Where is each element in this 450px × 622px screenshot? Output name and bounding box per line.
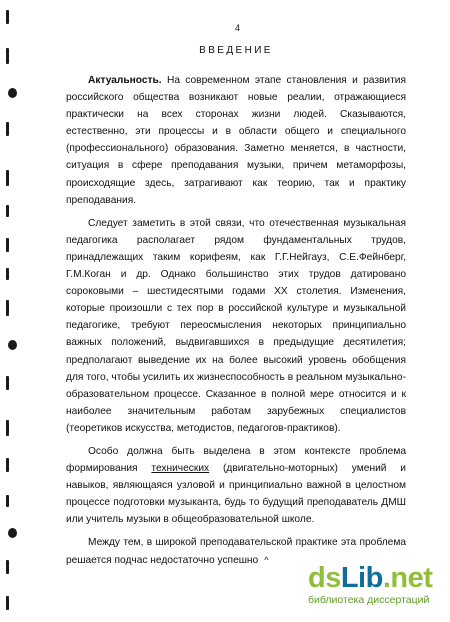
binding-mark xyxy=(6,170,9,186)
binding-mark xyxy=(6,205,9,217)
binding-mark xyxy=(6,10,9,24)
document-body xyxy=(66,72,406,575)
binding-mark xyxy=(6,268,9,280)
binding-mark xyxy=(6,495,9,507)
binding-hole xyxy=(8,88,17,98)
practice-text: Между тем, в широкой преподавательской практике эта проблема решается подчас недостаточно успешно xyxy=(66,537,406,566)
paragraph-relevance xyxy=(66,72,406,209)
binding-hole xyxy=(8,528,17,538)
binding-mark xyxy=(6,48,9,64)
binding-mark xyxy=(6,376,9,390)
page-number: 4 xyxy=(235,23,241,33)
binding-mark xyxy=(6,420,9,436)
paragraph-technical-skills xyxy=(66,443,406,528)
caret-mark: ^ xyxy=(264,554,269,565)
section-heading: ВВЕДЕНИЕ xyxy=(199,45,273,56)
technical-underlined-word: технических xyxy=(151,463,210,475)
dslib-watermark[interactable] xyxy=(308,563,448,606)
binding-mark xyxy=(6,122,9,136)
binding-mark xyxy=(6,458,9,472)
binding-mark xyxy=(6,560,9,574)
binding-mark xyxy=(6,596,9,610)
binding-mark xyxy=(6,238,9,252)
paragraph-pedagogy: Следует заметить в этой связи, что отечественная музыкальная педагогика располагает рядом фундаментальных трудов, принадлежащих таким корифеям, как Г.Г.Нейгауз, С.Е.Фейнберг, Г.М.Коган и др. Однако большинство этих трудов датировано сороковыми – шестидесятыми годами XX столетия. Изменения, которые произошли с тех пор в российской культуре и музыкальной педагогике, требуют переосмысления некоторых принципиально важных положений, выдвигавшихся в предыдущие десятилетия; предполагают выведение их на более высокий уровень обобщения для того, чтобы усилить их жизнеспособность в реальном музыкально-образовательном процессе. Сказанное в полной мере относится и к наиболее значительным работам зарубежных специалистов (теоретиков искусства, методистов, педагогов-практиков). xyxy=(66,217,406,434)
relevance-text: На современном этапе становления и развития российского общества возникают новые реалии, отражающиеся практически на всех сторонах жизни людей. Сказываются, естественно, эти процессы и в области общего и специального (профессионального) образования. Заметно меняется, в частности, ситуация в сфере преподавания музыки, причем метаморфозы, происходящие здесь, затрагивают как теорию, так и практику преподавания. xyxy=(66,75,406,206)
dslib-logo[interactable]: dsLib.net xyxy=(308,562,433,594)
binding-mark xyxy=(6,300,9,316)
dslib-logo-lib: Lib xyxy=(340,562,383,594)
dslib-subtitle: библиотека диссертаций xyxy=(308,594,430,606)
binding-hole xyxy=(8,340,17,350)
technical-skills-pre: Особо должна быть выделена в этом контексте проблема формирования xyxy=(66,445,406,475)
relevance-term: Актуальность. xyxy=(88,75,162,86)
technical-skills-post: (двигательно-моторных) умений и навыков, являющаяся узловой и принципиально важной в целостном процессе подготовки музыканта, будь то будущий преподаватель ДМШ или учитель музыки в общеобразовательной школе. xyxy=(66,463,406,526)
